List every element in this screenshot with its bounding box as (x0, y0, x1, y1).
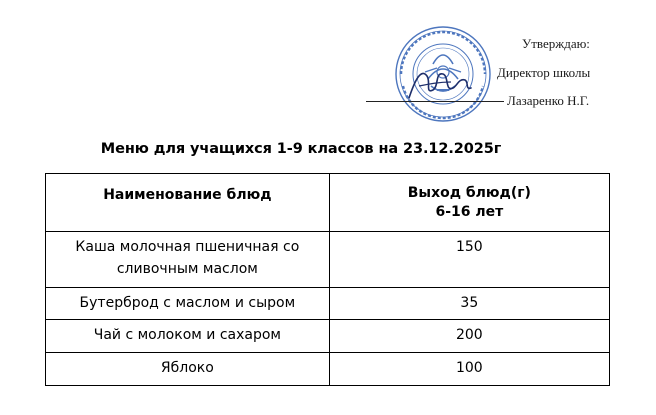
table-header-row (46, 174, 610, 232)
dish-yield-cell: 100 (329, 353, 609, 386)
director-name: Лазаренко Н.Г. (507, 93, 590, 108)
table-row (46, 232, 610, 288)
director-position: Директор школы (497, 65, 591, 80)
signature-line (366, 101, 504, 102)
dish-yield-cell: 35 (329, 288, 609, 320)
header-yield-line1: Выход блюд(г) (407, 185, 531, 201)
dish-name-line1: Каша молочная пшеничная со (75, 239, 300, 255)
dish-name-line2: сливочным маслом (116, 261, 258, 277)
approval-block (0, 0, 656, 140)
header-yield-line2: 6-16 лет (435, 204, 504, 220)
dish-name-cell: Бутерброд с маслом и сыром (46, 288, 330, 320)
approve-label: Утверждаю: (522, 36, 590, 51)
handwritten-signature (405, 60, 475, 105)
menu-title-text: Меню для учащихся 1-9 классов на 23.12.2025г (100, 141, 502, 157)
dish-yield-cell: 200 (329, 320, 609, 353)
menu-table (45, 173, 610, 386)
table-row (46, 353, 610, 386)
header-dish-name: Наименование блюд (46, 174, 330, 232)
dish-name-cell: Чай с молоком и сахаром (46, 320, 330, 353)
dish-name-cell (46, 232, 330, 288)
table-row (46, 288, 610, 320)
dish-name-cell: Яблоко (46, 353, 330, 386)
header-yield (329, 174, 609, 232)
dish-yield-cell: 150 (329, 232, 609, 288)
menu-title (0, 141, 656, 157)
table-row (46, 320, 610, 353)
